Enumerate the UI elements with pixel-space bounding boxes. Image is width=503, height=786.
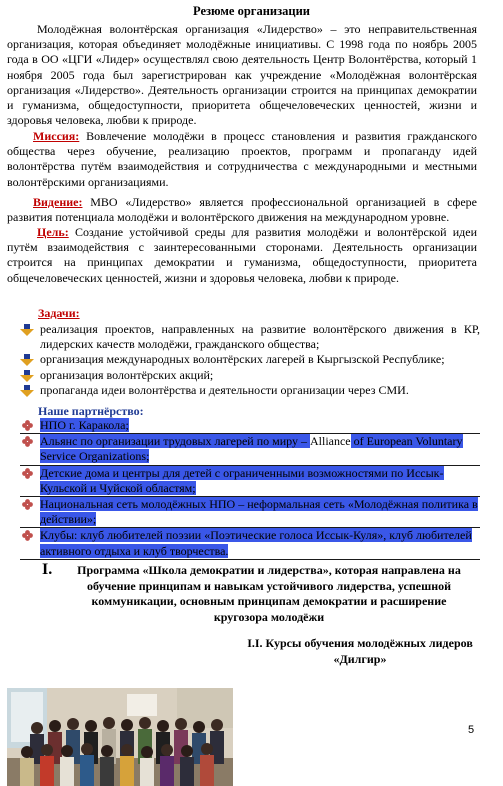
mission-label: Миссия: — [33, 129, 80, 143]
clover-bullet-icon — [22, 420, 33, 431]
down-arrow-icon — [20, 370, 34, 382]
clover-bullet-icon — [22, 436, 33, 447]
subsection-title: I.I. Курсы обучения молодёжных лидеров «Дилгир» — [247, 636, 473, 666]
mission-text: Вовлечение молодёжи в процесс становления и развития гражданского общества через обучение, реализацию проектов, программ и пропаганду идей волонтёрства путём взаимодействия и сотрудничества с международными и местными волонтёрскими организациями. — [7, 129, 477, 189]
page-title: Резюме организации — [192, 4, 311, 18]
group-photo — [7, 688, 233, 786]
list-item: Национальная сеть молодёжных НПО – неформальная сеть «Молодёжная политика в действии»; — [20, 497, 480, 528]
list-item: реализация проектов, направленных на развитие волонтёрского движения в КР, лидерских качеств молодёжи, гражданского общества; — [20, 322, 480, 352]
tasks-list — [20, 322, 480, 398]
page-number: 5 — [468, 724, 475, 736]
goal-paragraph — [7, 225, 477, 286]
mission-paragraph — [7, 129, 477, 190]
down-arrow-icon — [20, 324, 34, 336]
section-title: Программа «Школа демократии и лидерства», которая направлена на обучение принципам и навыкам устойчивого лидерства, успешной коммуникации, основным принципам демократии и расширение кругозора молодёжи — [77, 563, 461, 624]
vision-paragraph — [7, 195, 477, 225]
tasks-heading — [38, 306, 238, 321]
list-item: организация международных волонтёрских лагерей в Кыргызской Республике; — [20, 352, 480, 367]
list-item: организация волонтёрских акций; — [20, 368, 480, 383]
vision-label: Видение: — [33, 195, 83, 209]
tasks-label: Задачи: — [38, 306, 80, 320]
clover-bullet-icon — [22, 468, 33, 479]
list-item: Детские дома и центры для детей с ограниченными возможностями по Иссык-Кульской и Чуйской областям; — [20, 466, 480, 497]
vision-text: МВО «Лидерство» является профессиональной организацией в сфере развития потенциала молодёжи и волонтёрского движения на международном уровне. — [7, 195, 477, 225]
clover-bullet-icon — [22, 530, 33, 541]
partners-list — [20, 418, 480, 560]
section-number: I. — [42, 561, 53, 578]
goal-text: Создание устойчивой среды для развития молодёжи и волонтёрской идеи путём взаимодействия с заинтересованными сторонами. Деятельность организации строится на принципах демократии и гуманизма, общедоступности, приоритета общечеловеческих ценностей, жизни и здоровья человека, любви к природе. — [7, 225, 477, 285]
list-item: Клубы: клуб любителей поэзии «Поэтические голоса Иссык-Куля», клуб любителей активного отдыха и клуб творчества. — [20, 528, 480, 559]
clover-bullet-icon — [22, 499, 33, 510]
intro-paragraph: Молодёжная волонтёрская организация «Лидерство» – это неправительственная организация, которая объединяет молодёжные инициативы. С 1998 года по ноябрь 2005 года в ОО «ЦГИ «Лидер» осуществлял свою деятельность Центр Волонтёрства, который 1 ноября 2005 года был зарегистрирован как учреждение «Молодёжная волонтёрская организация «Лидерство». Деятельность организации строится на принципах демократии и гуманизма, общедоступности, приоритета общечеловеческих ценностей, жизни и здоровья человека, любви к природе. — [7, 22, 477, 128]
group-photo-image — [7, 688, 233, 786]
down-arrow-icon — [20, 354, 34, 366]
goal-label: Цель: — [37, 225, 69, 239]
list-item: НПО г. Каракола; — [20, 418, 480, 434]
list-item: пропаганда идеи волонтёрства и деятельности организации через СМИ. — [20, 383, 480, 398]
down-arrow-icon — [20, 385, 34, 397]
partners-heading: Наше партнёрство: — [38, 404, 144, 418]
list-item: Альянс по организации трудовых лагерей по миру – Alliance of European Voluntary Service Organizations; — [20, 434, 480, 465]
